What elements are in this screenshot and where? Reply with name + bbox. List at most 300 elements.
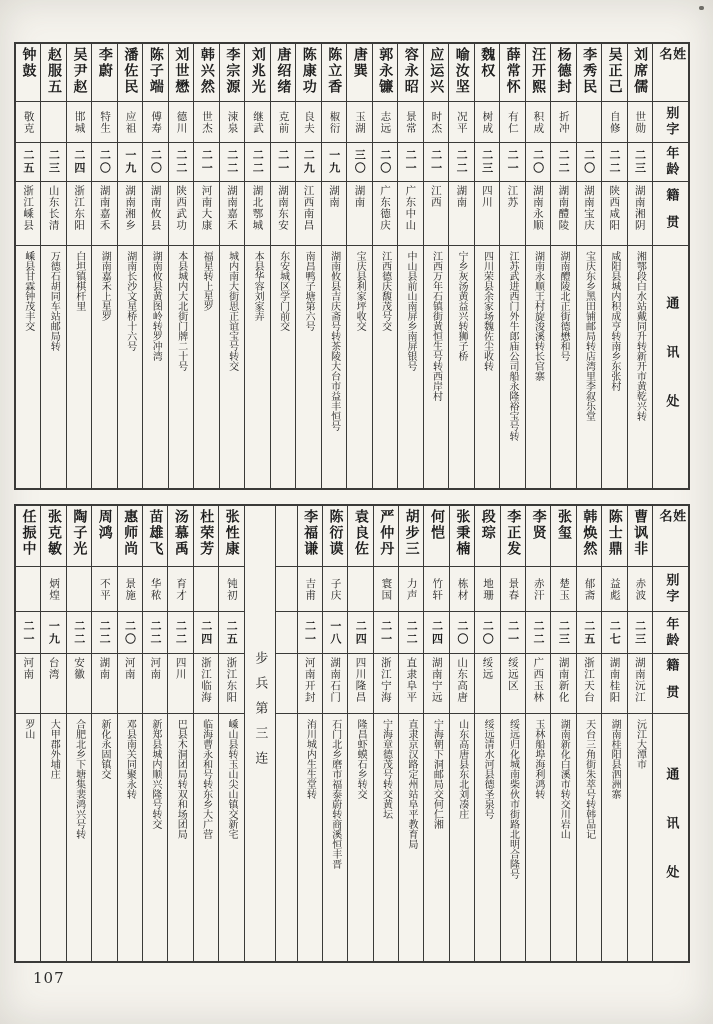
person-name-text: 吴正己 [606,47,623,95]
person-zi-text: 钝初 [225,577,238,601]
person-column [550,506,575,961]
person-address-text: 湖南醴陵北正街德懋和号 [557,251,569,361]
person-name [500,44,524,102]
person-origin [526,654,550,714]
person-origin-text: 湖南 [455,185,468,208]
person-name [323,506,347,567]
person-age [628,143,652,182]
person-origin-text: 四川 [480,185,493,208]
person-origin [374,654,398,714]
person-origin-text: 安徽 [73,657,86,680]
spacer-column [275,506,297,961]
person-origin-text: 绥远 [481,657,494,680]
person-name-text: 严仲丹 [378,509,395,557]
person-zi [449,102,473,143]
person-name-text: 赵服五 [45,47,62,95]
header-address-text: 通讯处 [663,296,679,443]
person-zi [143,567,167,612]
person-age [602,612,626,654]
person-name-text: 刘世懋 [173,47,190,95]
person-address [424,246,448,488]
person-zi [526,567,550,612]
person-name-text: 唐巽 [351,47,368,79]
person-name [475,506,499,567]
person-origin [577,654,601,714]
person-zi [219,567,243,612]
person-origin [92,654,116,714]
person-name-text: 张性康 [223,509,240,557]
person-name [194,44,218,102]
person-age-text: 二二 [532,619,546,646]
header-age-text: 年龄 [663,146,679,178]
person-address-text: 嵊县甘霖钟茂丰交 [22,251,34,331]
person-origin [194,182,218,246]
person-origin-text: 湖南 [327,185,340,208]
person-address [475,246,499,488]
person-age [194,612,218,654]
person-zi [118,567,142,612]
person-name-text: 陶子光 [71,509,88,557]
person-zi-text: 赤汗 [532,577,545,601]
person-zi [347,102,371,143]
person-zi [220,102,244,143]
person-origin [475,654,499,714]
person-origin-text: 湖北鄂城 [251,185,264,231]
person-address [220,246,244,488]
person-origin-text: 浙江嵊县 [22,185,35,231]
person-name-text: 段琮 [479,509,496,541]
person-name [551,506,575,567]
person-zi [118,102,142,143]
person-column [525,506,550,961]
person-address [323,714,347,961]
roster-table-bottom [14,504,690,963]
person-zi [16,102,40,143]
person-name-text: 韩焕然 [581,509,598,557]
person-address-text: 玉林船埠海利鸿转 [532,719,544,799]
person-age-text: 一九 [47,619,61,646]
person-address [526,714,550,961]
person-age-text: 二四 [72,149,86,175]
person-column [66,44,91,488]
person-column [525,44,550,488]
person-zi-text: 不平 [98,577,111,601]
person-origin [347,182,371,246]
person-address [322,246,346,488]
person-zi [450,567,474,612]
person-column [576,44,601,488]
person-address [16,246,40,488]
unit-designation-column [244,506,275,961]
empty-age-cell [276,612,297,654]
header-column [652,506,688,961]
person-zi [424,102,448,143]
person-address-text: 湘鄂段白水站戴同升转新开市黄乾兴转 [634,251,646,421]
header-origin-text: 籍贯 [663,188,679,242]
person-zi-text: 自修 [608,110,621,134]
person-zi-text: 椒衍 [328,110,341,134]
person-age [168,612,192,654]
person-address-text: 江苏武进西门外牛郎庙公司船永隆裕宝号转 [506,251,518,441]
person-name [92,506,116,567]
person-origin-text: 湖南桂阳 [608,657,621,703]
person-origin-text: 山东高唐 [456,657,469,703]
person-name-text: 刘兆光 [249,47,266,95]
person-age [118,612,142,654]
person-zi [501,567,525,612]
person-age [92,143,116,182]
person-origin [373,182,397,246]
person-name [118,506,142,567]
person-name [41,506,65,567]
person-origin-text: 江西南昌 [302,185,315,231]
person-origin [41,182,65,246]
person-age [500,143,524,182]
person-name-text: 张玺 [555,509,572,541]
person-name [67,506,91,567]
person-age [118,143,142,182]
header-origin-text: 籍贯 [663,658,679,712]
person-age [16,143,40,182]
person-name-text: 李福谦 [302,509,319,557]
person-zi-text: 益彪 [608,577,621,601]
person-name [219,506,243,567]
person-origin-text: 陕西咸阳 [608,185,621,231]
person-name [449,44,473,102]
person-age [296,143,320,182]
person-zi-text: 志远 [379,110,392,134]
person-column [372,44,397,488]
person-zi-text: 应祖 [124,110,137,134]
person-age-text: 二三 [633,619,647,646]
person-age [628,612,652,654]
person-address [500,246,524,488]
unit-designation [245,506,275,961]
person-address-text: 南昌鸭子塘第六号 [303,251,315,331]
person-origin-text: 河南开封 [303,657,316,703]
person-column [322,506,347,961]
person-origin-text: 湖南湘阴 [633,185,646,231]
person-zi [399,567,423,612]
person-origin-text: 湖南沅江 [633,657,646,703]
person-age [220,143,244,182]
person-name-text: 钟鼓 [20,47,37,79]
person-age [298,612,322,654]
person-name [602,506,626,567]
person-column [423,44,448,488]
person-origin [271,182,295,246]
person-address [143,714,167,961]
person-origin-text: 湖南醴陵 [557,185,570,231]
person-address [526,246,550,488]
person-name-text: 潘佐民 [122,47,139,95]
person-age-text: 二一 [200,149,214,175]
person-age [399,612,423,654]
person-address-text: 邓县南关同聚永转 [124,719,136,799]
person-zi [41,567,65,612]
header-address-text: 通讯处 [663,766,679,914]
person-age-text: 二一 [429,149,443,175]
person-zi [322,102,346,143]
person-name-text: 张克敏 [45,509,62,557]
person-origin [245,182,269,246]
person-address [373,246,397,488]
person-address [347,246,371,488]
person-address-text: 城内南大街思正谊宝号转交 [226,251,238,371]
person-age-text: 二四 [354,619,368,646]
person-age-text: 二五 [582,619,596,646]
person-origin [143,654,167,714]
person-origin [41,654,65,714]
header-column [652,44,688,488]
person-age [551,143,575,182]
person-address-text: 合肥北乡下塘集裴鸿兴号转 [73,719,85,839]
person-zi-text: 育才 [175,577,188,601]
person-name [194,506,218,567]
person-column [373,506,398,961]
person-origin [16,182,40,246]
person-zi [424,567,448,612]
person-column [550,44,575,488]
person-zi-text: 赤波 [634,577,647,601]
person-zi-text: 子庆 [329,577,342,601]
person-address [628,246,652,488]
person-column [627,506,652,961]
person-zi [41,102,65,143]
person-zi-text: 良夫 [302,110,315,134]
person-address-text: 宝庆县利家坪收交 [354,251,366,331]
person-zi [194,567,218,612]
person-zi [628,567,652,612]
person-zi [271,102,295,143]
empty-zi-cell [276,567,297,612]
person-column [474,506,499,961]
person-address-text: 咸阳县城内积成亨转南乡东张村 [608,251,620,391]
person-age [245,143,269,182]
person-name [271,44,295,102]
person-name-text: 陈衍谟 [327,509,344,557]
person-age [67,612,91,654]
person-age-text: 二九 [302,149,316,175]
person-origin [398,182,422,246]
person-zi [16,567,40,612]
person-address-text: 宝庆东乡黑田铺邮局转店湾里李叙乐堂 [583,251,595,421]
person-origin [602,182,626,246]
person-age-text: 二二 [98,619,112,646]
person-zi-text: 炳煌 [48,577,61,601]
person-column [449,506,474,961]
person-address [501,714,525,961]
person-origin [424,654,448,714]
person-age-text: 二〇 [123,619,137,646]
person-column [423,506,448,961]
person-column [16,506,40,961]
person-origin [500,182,524,246]
person-origin [551,182,575,246]
person-zi-text: 力声 [405,577,418,601]
person-origin [475,182,499,246]
header-name [653,506,688,567]
person-address-text: 湖南嘉禾上星罗 [99,251,111,321]
person-zi [92,102,116,143]
person-origin-text: 湖南湘乡 [124,185,137,231]
person-origin [602,654,626,714]
header-address [653,714,688,961]
person-age-text: 二二 [174,149,188,175]
person-age [374,612,398,654]
person-age [602,143,626,182]
person-origin-text: 湖南 [353,185,366,208]
person-origin [143,182,167,246]
person-name [169,44,193,102]
person-zi-text: 况平 [455,110,468,134]
person-column [397,44,422,488]
person-column [244,44,269,488]
person-address-text: 新化永固镇交 [99,719,111,779]
person-age [577,143,601,182]
person-age [577,612,601,654]
person-name-text: 苗雄飞 [147,509,164,557]
person-name-text: 李宗源 [224,47,241,95]
person-address-text: 东安城区学门前交 [277,251,289,331]
person-zi-text: 敬克 [22,110,35,134]
person-address [194,246,218,488]
person-age [449,143,473,182]
person-age [143,143,167,182]
person-age [169,143,193,182]
person-name [16,44,40,102]
person-origin [577,182,601,246]
person-origin [16,654,40,714]
person-age-text: 二〇 [149,149,163,175]
person-address [424,714,448,961]
person-name [296,44,320,102]
person-age [347,143,371,182]
person-zi [577,102,601,143]
person-zi-text: 继武 [252,110,264,134]
person-zi [526,102,550,143]
person-age-text: 二〇 [378,149,392,175]
roster-table-top [14,42,690,490]
person-origin-text: 陕西武功 [175,185,188,231]
person-name [628,506,652,567]
header-name [653,44,688,102]
person-origin-text: 绥远区 [506,657,519,692]
person-name [475,44,499,102]
person-zi-text: 树成 [481,110,494,134]
person-name [245,44,269,102]
person-age-text: 二〇 [582,149,596,175]
person-column [270,44,295,488]
person-address-text: 湖南长沙文星桥十六号 [124,251,136,351]
person-column [448,44,473,488]
person-column [91,44,116,488]
person-name-text: 李蔚 [96,47,113,79]
person-origin-text: 山东长清 [47,185,60,231]
person-zi-text: 邯城 [73,110,86,134]
person-age [67,143,91,182]
person-name [92,44,116,102]
person-address-text: 宁乡灰汤黄益兴转狮子桥 [456,251,468,361]
person-age [424,143,448,182]
person-name-text: 曹讽非 [632,509,649,557]
person-zi-text: 傅寿 [150,110,163,134]
person-column [576,506,601,961]
person-origin-text: 江苏 [506,185,519,208]
person-column [219,44,244,488]
person-address-text: 中山县前山南屏乡南屏银号 [405,251,417,371]
person-zi [373,102,397,143]
person-origin [296,182,320,246]
person-name [168,506,192,567]
header-age-text: 年龄 [663,616,679,649]
person-address [67,246,91,488]
person-name [16,506,40,567]
person-zi-text: 景常 [404,110,417,134]
person-name [577,44,601,102]
person-name [373,44,397,102]
person-address [271,246,295,488]
header-zi [653,102,688,143]
empty-address-cell [276,714,297,961]
person-origin-text: 浙江临海 [199,657,212,703]
person-column [347,506,372,961]
person-name-text: 汪开熙 [530,47,547,95]
person-address-text: 洧川城内生生堂转 [304,719,316,799]
person-age [41,143,65,182]
person-age [526,143,550,182]
person-origin-text: 湖南宝庆 [582,185,595,231]
person-zi [143,102,167,143]
person-column [193,506,218,961]
person-address-text: 福星转上星罗 [201,251,213,311]
person-address-text: 巴县木洞团局转双和场团局 [175,719,187,839]
person-name-text: 应运兴 [428,47,445,95]
person-origin [322,182,346,246]
person-age-text: 二二 [455,149,469,175]
person-age [92,612,116,654]
person-column [167,506,192,961]
person-address [449,246,473,488]
person-column [142,44,167,488]
person-name-text: 韩兴然 [198,47,215,95]
person-column [142,506,167,961]
person-origin [169,182,193,246]
person-address [551,714,575,961]
person-age-text: 二一 [303,619,317,646]
person-address [298,714,322,961]
person-address [41,246,65,488]
person-address [41,714,65,961]
person-age-text: 二二 [608,149,622,175]
person-zi-text: 折冲 [557,110,570,134]
person-name [348,506,372,567]
person-column [601,44,626,488]
person-origin-text: 河南 [149,657,162,680]
person-name [424,506,448,567]
person-name-text: 陈立香 [326,47,343,95]
person-name [602,44,626,102]
person-column [117,44,142,488]
person-age-text: 二五 [21,149,35,175]
person-name-text: 陈士鼎 [606,509,623,557]
person-address [118,246,142,488]
person-zi-text: 特生 [99,110,112,134]
person-age-text: 二四 [199,619,213,646]
person-column [297,506,322,961]
person-name-text: 郭永镰 [377,47,394,95]
person-age-text: 二五 [225,619,239,646]
